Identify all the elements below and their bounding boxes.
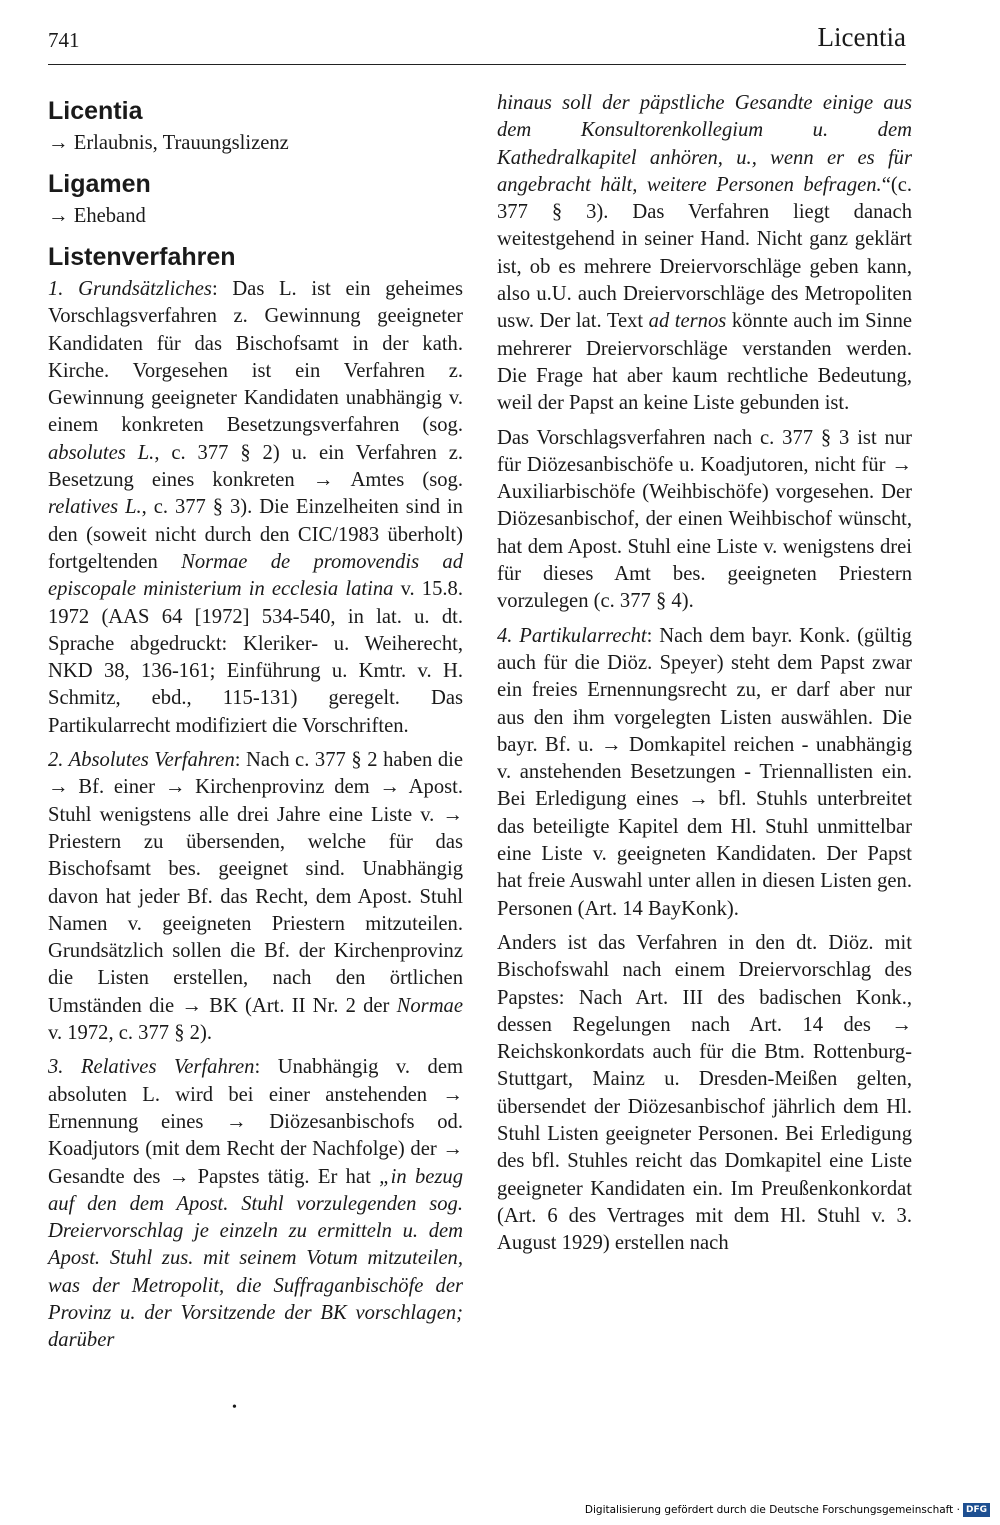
paragraph-bischofswahl: Anders ist das Verfahren in den dt. Diöz. mit Bischofswahl nach einem Dreiervorschlag des Papstes: Nach Art. III des badischen Konk., dessen Regelungen nach Art. 14 des → Reichskonkordats auch für die Btm. Rottenburg-Stuttgart, Mainz u. Dresden-Meißen gelten, übersendet der Diözesanbischof jährlich dem Hl. Stuhl Listen geeigneter Personen. Bei Erledigung des bfl. Stuhles reicht das Domkapitel eine Liste geeigneter Kandidaten ein. Im Preußenkonkordat (Art. 6 des Vertrages mit dem Hl. Stuhl v. 3. August 1929) erstellen nach bbox=[497, 931, 912, 1255]
section-partikularrecht bbox=[497, 623, 912, 923]
right-column bbox=[497, 90, 912, 1264]
left-column bbox=[48, 90, 463, 1362]
body-text: : Das L. ist ein geheimes Vorschlagsverfahren z. Gewinnung geeigneter Kandidaten für das Bischofsamt in der kath. Kirche. Vorgesehen ist ein Verfahren z. Gewinnung geeigneter Kandidaten unabhängig v. einem konkreten Besetzungsverfahren (sog. bbox=[48, 278, 464, 437]
section-heading: 3. Relatives Verfahren bbox=[48, 1056, 255, 1079]
section-relatives-verfahren bbox=[48, 1054, 463, 1354]
body-text: könnte auch im Sinne mehrerer Dreiervorschläge verstanden werden. Die Frage hat aber kaum rechtliche Bedeutung, weil der Papst an keine Liste gebunden ist. bbox=[497, 310, 913, 415]
entry-title-licentia: Licentia bbox=[48, 97, 143, 125]
italic-quotation: hinaus soll der päpstliche Gesandte einige aus dem Konsultorenkollegium u. dem Kathedralkapitel anhören, u., wenn er es für angebracht hält, weitere Personen befragen. bbox=[497, 92, 912, 196]
body-text: , c. 377 § 2) u. ein Verfahren z. Besetzung eines konkreten → Amtes (sog. bbox=[48, 441, 463, 492]
body-text: v. 1972, c. 377 § 2). bbox=[48, 1022, 212, 1045]
italic-quotation: „in bezug auf den dem Apost. Stuhl vorzulegenden sog. Dreiervorschlag je einzeln zu ermitteln u. dem Apost. Stuhl zus. mit seinem Votum mitzuteilen, was der Metropolit, die Suffraganbischöfe der Provinz u. der Vorsitzende der BK vorschlagen; darüber bbox=[48, 1165, 463, 1352]
italic-term: relatives L. bbox=[48, 496, 142, 519]
body-text: “(c. 377 § 3). Das Verfahren liegt danach weitestgehend in seiner Hand. Nicht ganz geklärt ist, ob es mehrere Dreiervorschläge geben kann, also u.U. auch Dreiervorschläge des Metropoliten usw. Der lat. Text bbox=[497, 173, 912, 333]
body-text: , c. 377 § 3). Die Einzelheiten sind in den (soweit nicht durch den CIC/1983 überholt) fortgeltenden bbox=[48, 496, 463, 573]
italic-term: Normae bbox=[396, 994, 463, 1017]
body-text: : Nach c. 377 § 2 haben die → Bf. einer → Kirchenprovinz dem → Apost. Stuhl wenigstens alle drei Jahre eine Liste v. → Priestern zu übersenden, welche für das Bischofsamt bes. geeignet sind. Unabhängig davon hat jeder Bf. das Recht, dem Apost. Stuhl Namen v. geeigneten Priestern mitzuteilen. Grundsätzlich sollen die Bf. der Kirchenprovinz die Listen erstellen, nach den örtlichen Umständen die → BK (Art. II Nr. 2 der bbox=[48, 749, 463, 1017]
section-heading: 2. Absolutes Verfahren bbox=[48, 749, 235, 772]
page-number: 741 bbox=[48, 28, 80, 52]
body-text: : Unabhängig v. dem absoluten L. wird bei einer anstehenden → Ernennung eines → Diözesanbischofs od. Koadjutors (mit dem Recht der Nachfolge) der → Gesandte des → Papstes tätig. Er hat bbox=[48, 1056, 463, 1188]
entry-title-listenverfahren: Listenverfahren bbox=[48, 243, 236, 271]
section-grundsaetzliches bbox=[48, 276, 463, 740]
cross-reference: → Eheband bbox=[48, 205, 146, 227]
section-absolutes-verfahren bbox=[48, 747, 463, 1047]
italic-term: ad ternos bbox=[648, 310, 727, 333]
paragraph-vorschlagsverfahren: Das Vorschlagsverfahren nach c. 377 § 3 ist nur für Diözesanbischöfe u. Koadjutoren, nicht für → Auxiliarbischöfe (Weihbischöfe) vorgesehen. Der Diözesanbischof, der einen Weihbischof wünscht, hat dem Apost. Stuhl eine Liste v. wenigstens drei für dieses Amt bes. geeigneten Priestern vorzulegen (c. 377 § 4). bbox=[497, 426, 912, 613]
header-rule bbox=[48, 64, 906, 65]
quotation-continuation bbox=[497, 90, 912, 418]
section-heading: 4. Partikularrecht bbox=[497, 624, 647, 647]
body-text: : Nach dem bayr. Konk. (gültig auch für die Diöz. Speyer) steht dem Papst zwar ein freies Ernennungsrecht zu, er darf aber nur aus den ihm vorgelegten Listen auswählen. Die bayr. Bf. u. → Domkapitel reichen - unabhängig v. anstehenden Besetzungen - Triennallisten ein. Bei Erledigung eines → bfl. Stuhls unterbreitet das beteiligte Kapitel dem Hl. Stuhl unmittelbar eine Liste v. geeigneten Kandidaten. Der Papst hat freie Auswahl unter allen in diesen Listen gen. Personen (Art. 14 BayKonk). bbox=[497, 624, 912, 920]
running-title: Licentia bbox=[817, 22, 906, 52]
bullet-mark: • bbox=[232, 1400, 237, 1415]
entry-title-ligamen: Ligamen bbox=[48, 170, 151, 198]
italic-title: Normae de promovendis ad episcopale ministerium in ecclesia latina bbox=[48, 550, 463, 601]
running-header bbox=[48, 22, 906, 56]
footer-text: Digitalisierung gefördert durch die Deutsche Forschungsgemeinschaft · bbox=[584, 1504, 960, 1516]
section-heading: 1. Grundsätzliches bbox=[48, 278, 212, 300]
cross-reference: → Erlaubnis, Trauungslizenz bbox=[48, 132, 289, 154]
digitization-footer bbox=[585, 1501, 990, 1519]
italic-term: absolutes L. bbox=[48, 441, 155, 464]
dfg-logo: DFG bbox=[963, 1503, 990, 1517]
body-text: v. 15.8. 1972 (AAS 64 [1972] 534-540, in lat. u. dt. Sprache abgedruckt: Kleriker- u. Weiherecht, NKD 38, 136-161; Einführung u. Kmtr. v. H. Schmitz, ebd., 115-131) geregelt. Das Partikularrecht modifiziert die Vorschriften. bbox=[48, 578, 463, 737]
